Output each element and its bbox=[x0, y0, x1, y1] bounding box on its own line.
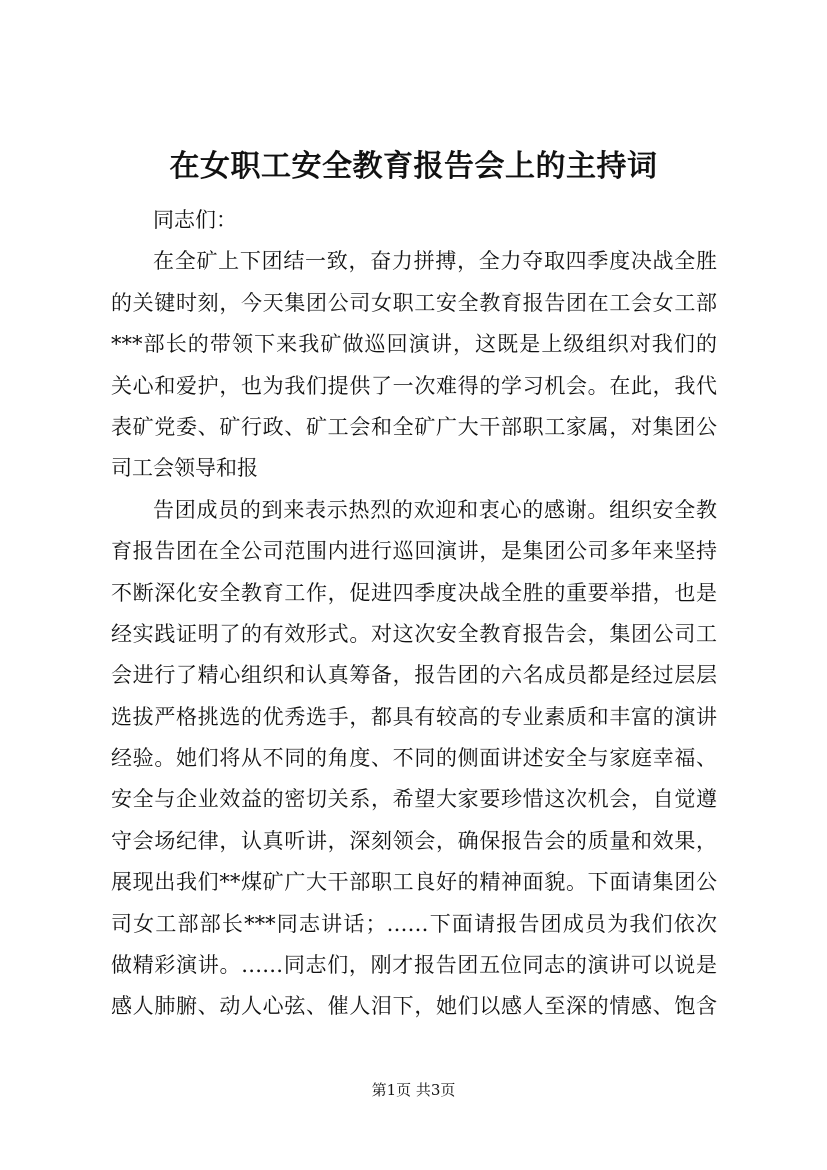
paragraph-line: 告团成员的到来表示热烈的欢迎和衷心的感谢。组织安全教 bbox=[153, 497, 717, 522]
paragraph-line: 关心和爱护，也为我们提供了一次难得的学习机会。在此，我代 bbox=[111, 373, 717, 398]
document-body bbox=[111, 200, 717, 1028]
paragraph-line: 安全与企业效益的密切关系，希望大家要珍惜这次机会，自觉遵 bbox=[111, 787, 717, 812]
paragraph-line: ***部长的带领下来我矿做巡回演讲，这既是上级组织对我们的 bbox=[111, 332, 717, 357]
paragraph-line: 不断深化安全教育工作，促进四季度决战全胜的重要举措，也是 bbox=[111, 580, 717, 605]
paragraph-line: 选拔严格挑选的优秀选手，都具有较高的专业素质和丰富的演讲 bbox=[111, 704, 717, 729]
paragraph-line: 经实践证明了的有效形式。对这次安全教育报告会，集团公司工 bbox=[111, 621, 717, 646]
page-number-label: 第1页 共3页 bbox=[371, 1081, 456, 1099]
paragraph-line: 守会场纪律，认真听讲，深刻领会，确保报告会的质量和效果， bbox=[111, 828, 717, 853]
paragraph-line: 司女工部部长***同志讲话；……下面请报告团成员为我们依次 bbox=[111, 911, 717, 936]
paragraph-line: 在全矿上下团结一致，奋力拼搏，全力夺取四季度决战全胜 bbox=[153, 249, 717, 274]
page-footer bbox=[0, 1080, 827, 1100]
salutation-line: 同志们： bbox=[153, 208, 237, 232]
paragraph-line: 做精彩演讲。……同志们，刚才报告团五位同志的演讲可以说是 bbox=[111, 953, 717, 978]
paragraph-line: 的关键时刻，今天集团公司女职工安全教育报告团在工会女工部 bbox=[111, 290, 717, 315]
paragraph-line: 感人肺腑、动人心弦、催人泪下，她们以感人至深的情感、饱含 bbox=[111, 994, 717, 1019]
document-title: 在女职工安全教育报告会上的主持词 bbox=[169, 149, 658, 184]
paragraph-line: 展现出我们**煤矿广大干部职工良好的精神面貌。下面请集团公 bbox=[111, 870, 717, 895]
paragraph-line: 会进行了精心组织和认真筹备，报告团的六名成员都是经过层层 bbox=[111, 663, 717, 688]
paragraph-line: 育报告团在全公司范围内进行巡回演讲，是集团公司多年来坚持 bbox=[111, 539, 717, 564]
paragraph-line: 司工会领导和报 bbox=[111, 456, 258, 481]
paragraph-line: 表矿党委、矿行政、矿工会和全矿广大干部职工家属，对集团公 bbox=[111, 414, 717, 439]
paragraph-line: 经验。她们将从不同的角度、不同的侧面讲述安全与家庭幸福、 bbox=[111, 746, 717, 771]
